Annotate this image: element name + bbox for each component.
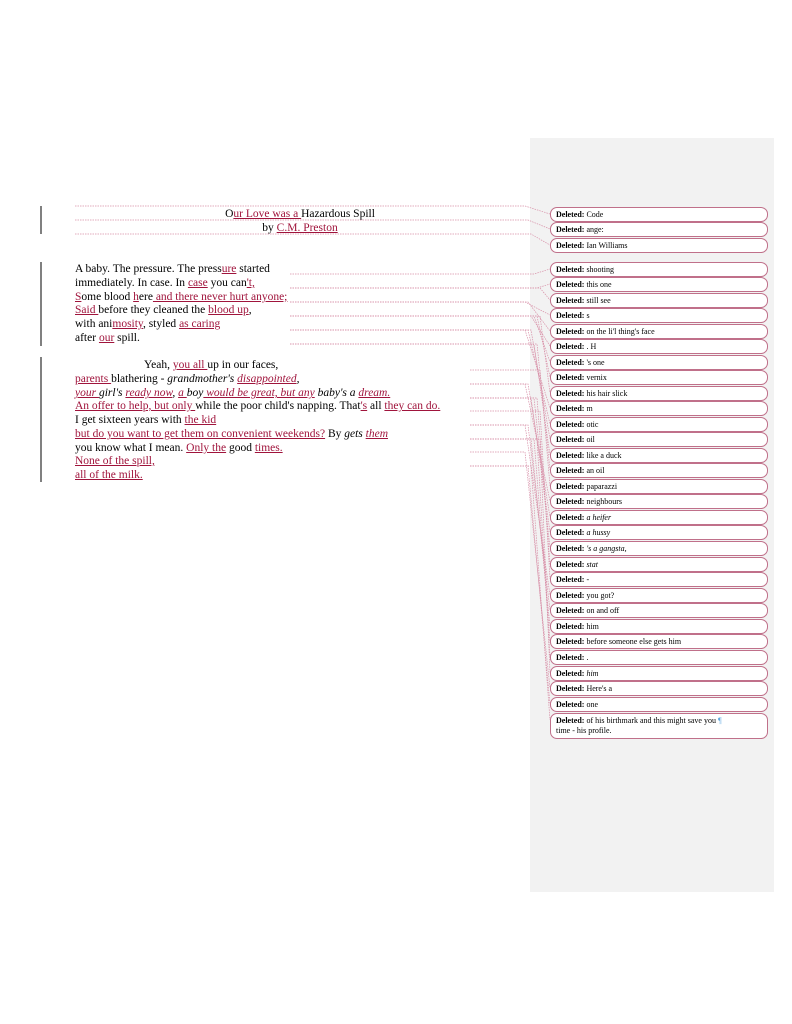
comment-balloon[interactable] bbox=[550, 713, 768, 739]
text-run: you know what I mean. bbox=[75, 442, 187, 454]
inserted-text: Love was a bbox=[243, 208, 302, 220]
comment-balloon[interactable] bbox=[550, 494, 768, 509]
connector-line bbox=[75, 234, 550, 245]
comment-label: Deleted: bbox=[556, 622, 585, 631]
poem-line[interactable] bbox=[75, 441, 283, 455]
comment-balloon[interactable] bbox=[550, 525, 768, 540]
poem-line[interactable] bbox=[75, 276, 255, 290]
comment-label: Deleted: bbox=[556, 389, 585, 398]
comment-text: of his birthmark and this might save you bbox=[586, 716, 716, 725]
inserted-text: blood up bbox=[208, 304, 249, 316]
inserted-text: the kid bbox=[184, 414, 217, 426]
comment-label: Deleted: bbox=[556, 342, 585, 351]
comment-balloon[interactable] bbox=[550, 222, 768, 237]
inserted-text: 's bbox=[360, 400, 368, 412]
connector-line bbox=[290, 316, 550, 377]
comment-label: Deleted: bbox=[556, 591, 585, 600]
comment-text: still see bbox=[586, 296, 611, 305]
change-bar bbox=[40, 262, 42, 346]
comment-label: Deleted: bbox=[556, 528, 585, 537]
comment-label: Deleted: bbox=[556, 653, 585, 662]
poem-line[interactable] bbox=[75, 290, 287, 304]
poem-line[interactable] bbox=[75, 468, 143, 482]
text-run: , styled bbox=[142, 318, 180, 330]
inserted-text: them bbox=[365, 428, 389, 440]
comment-balloon[interactable] bbox=[550, 417, 768, 432]
comment-text: before someone else gets him bbox=[586, 637, 682, 646]
inserted-text: dream. bbox=[358, 387, 391, 399]
text-run: with ani bbox=[75, 318, 113, 330]
comment-text: m bbox=[586, 404, 593, 413]
text-run: ome blood bbox=[81, 291, 134, 303]
comment-balloon[interactable] bbox=[550, 324, 768, 339]
comment-balloon[interactable] bbox=[550, 541, 768, 556]
comment-balloon[interactable] bbox=[550, 386, 768, 401]
comment-balloon[interactable] bbox=[550, 619, 768, 634]
comment-balloon[interactable] bbox=[550, 238, 768, 253]
comment-text: shooting bbox=[586, 265, 614, 274]
comment-label: Deleted: bbox=[556, 451, 585, 460]
change-bar bbox=[40, 357, 42, 482]
comment-label: Deleted: bbox=[556, 404, 585, 413]
comment-label: Deleted: bbox=[556, 575, 585, 584]
comment-label: Deleted: bbox=[556, 358, 585, 367]
inserted-text: None of the spill, bbox=[75, 455, 155, 467]
comment-balloon[interactable] bbox=[550, 432, 768, 447]
connector-line bbox=[290, 284, 550, 288]
comment-balloon[interactable] bbox=[550, 697, 768, 712]
poem-line[interactable] bbox=[75, 413, 216, 427]
comment-balloon[interactable] bbox=[550, 370, 768, 385]
inserted-text: your bbox=[75, 387, 99, 399]
connector-line bbox=[290, 316, 550, 362]
comment-label: Deleted: bbox=[556, 210, 585, 219]
comment-text: s bbox=[586, 311, 590, 320]
inserted-text: times. bbox=[254, 442, 283, 454]
comment-balloon[interactable] bbox=[550, 650, 768, 665]
text-run: immediately. In case. In bbox=[75, 277, 188, 289]
comment-balloon[interactable] bbox=[550, 510, 768, 525]
comment-text: on the li'l thing's face bbox=[586, 327, 655, 336]
comment-balloon[interactable] bbox=[550, 262, 768, 277]
comment-text: one bbox=[586, 700, 598, 709]
comment-balloon[interactable] bbox=[550, 277, 768, 292]
inserted-text: as caring bbox=[179, 318, 221, 330]
inserted-text: 't, bbox=[246, 277, 255, 289]
comment-label: Deleted: bbox=[556, 684, 585, 693]
comment-text: Here's a bbox=[586, 684, 613, 693]
text-run: A baby. The pressure. The press bbox=[75, 263, 222, 275]
comment-balloon[interactable] bbox=[550, 603, 768, 618]
poem-line[interactable] bbox=[75, 427, 388, 441]
inserted-text: all of the milk. bbox=[75, 469, 143, 481]
comment-text: paparazzi bbox=[586, 482, 618, 491]
comment-balloon[interactable] bbox=[550, 448, 768, 463]
comment-balloon[interactable] bbox=[550, 588, 768, 603]
text-run: , bbox=[248, 304, 252, 316]
comment-label: Deleted: bbox=[556, 265, 585, 274]
comment-balloon[interactable] bbox=[550, 479, 768, 494]
comment-text: you got? bbox=[586, 591, 615, 600]
inserted-text: Said bbox=[75, 304, 99, 316]
comment-text: - bbox=[586, 575, 590, 584]
comment-text: an oil bbox=[586, 466, 605, 475]
inserted-text: parents bbox=[75, 373, 112, 385]
comment-label: Deleted: bbox=[556, 296, 585, 305]
text-run: boy bbox=[186, 387, 204, 399]
comment-text: 's a gangsta, bbox=[586, 544, 627, 553]
paragraph-mark-icon: ¶ bbox=[715, 716, 722, 725]
comment-label: Deleted: bbox=[556, 466, 585, 475]
text-run: gets bbox=[344, 428, 366, 440]
comment-label: Deleted: bbox=[556, 544, 585, 553]
text-run: I get sixteen years bbox=[75, 414, 162, 426]
text-run: O bbox=[225, 208, 234, 220]
connector-line bbox=[290, 302, 550, 315]
comment-balloon[interactable] bbox=[550, 634, 768, 649]
poem-title[interactable] bbox=[75, 207, 525, 221]
inserted-text: ready now bbox=[125, 387, 173, 399]
text-run: by bbox=[262, 222, 277, 234]
text-run: ere bbox=[138, 291, 153, 303]
comment-text: ange: bbox=[586, 225, 604, 234]
inserted-text: they can do. bbox=[384, 400, 441, 412]
inserted-text: C.M. Preston bbox=[276, 222, 338, 234]
text-run: all bbox=[367, 400, 385, 412]
comment-balloon[interactable] bbox=[550, 572, 768, 587]
inserted-text: case bbox=[187, 277, 208, 289]
text-run: up in our faces, bbox=[207, 359, 279, 371]
comment-label: Deleted: bbox=[556, 606, 585, 615]
comment-text: a heifer bbox=[586, 513, 612, 522]
comment-text: this one bbox=[586, 280, 612, 289]
connector-line bbox=[290, 302, 550, 331]
text-run: with bbox=[161, 414, 185, 426]
comment-label: Deleted: bbox=[556, 311, 585, 320]
connector-line bbox=[290, 288, 550, 300]
connector-line bbox=[290, 269, 550, 274]
inserted-text: our bbox=[98, 332, 115, 344]
comment-text: on and off bbox=[586, 606, 620, 615]
text-run: girl's bbox=[98, 387, 126, 399]
poem-line[interactable] bbox=[75, 331, 140, 345]
comment-text: 's one bbox=[586, 358, 605, 367]
comment-label: Deleted: bbox=[556, 637, 585, 646]
poem-line[interactable] bbox=[75, 386, 390, 400]
connector-line bbox=[290, 316, 550, 346]
text-run: after bbox=[75, 332, 99, 344]
poem-line[interactable] bbox=[75, 317, 220, 331]
poem-byline[interactable] bbox=[75, 221, 525, 235]
comment-balloon[interactable] bbox=[550, 681, 768, 696]
comment-label: Deleted: bbox=[556, 560, 585, 569]
comment-text: a hussy bbox=[586, 528, 611, 537]
text-run: spill. bbox=[114, 332, 140, 344]
comment-balloon[interactable] bbox=[550, 207, 768, 222]
comment-label: Deleted: bbox=[556, 420, 585, 429]
comment-label: Deleted: bbox=[556, 497, 585, 506]
text-run: while the poor child's napping. That bbox=[195, 400, 361, 412]
inserted-text: disappointed bbox=[237, 373, 297, 385]
text-run: before they cleaned the bbox=[98, 304, 209, 316]
comment-text: Code bbox=[586, 210, 604, 219]
connector-line bbox=[290, 316, 550, 393]
comment-balloon[interactable] bbox=[550, 666, 768, 681]
inserted-text: ur bbox=[233, 208, 243, 220]
comment-label: Deleted: bbox=[556, 716, 585, 725]
comment-text: him bbox=[586, 669, 599, 678]
inserted-text: S bbox=[75, 291, 82, 303]
inserted-text: mosity bbox=[112, 318, 143, 330]
poem-line[interactable] bbox=[75, 262, 270, 276]
text-run: By bbox=[325, 428, 345, 440]
comment-balloon[interactable] bbox=[550, 293, 768, 308]
text-run: blathering - bbox=[111, 373, 168, 385]
poem-line[interactable] bbox=[75, 303, 252, 317]
comment-text: oil bbox=[586, 435, 595, 444]
comment-text: . bbox=[586, 653, 589, 662]
inserted-text: would be great, but any bbox=[203, 387, 315, 399]
comment-text: him bbox=[586, 622, 599, 631]
comment-label: Deleted: bbox=[556, 435, 585, 444]
comment-balloon[interactable] bbox=[550, 355, 768, 370]
text-run: Hazardous Spill bbox=[301, 208, 375, 220]
comment-text: neighbours bbox=[586, 497, 622, 506]
poem-line[interactable] bbox=[144, 358, 278, 372]
comment-balloon[interactable] bbox=[550, 339, 768, 354]
inserted-text: ure bbox=[221, 263, 237, 275]
inserted-text: h bbox=[133, 291, 139, 303]
comment-balloon[interactable] bbox=[550, 308, 768, 323]
comment-label: Deleted: bbox=[556, 513, 585, 522]
comment-text: Ian Williams bbox=[586, 241, 628, 250]
comment-label: Deleted: bbox=[556, 280, 585, 289]
inserted-text: you all bbox=[172, 359, 208, 371]
comment-text: like a duck bbox=[586, 451, 622, 460]
inserted-text: a bbox=[178, 387, 187, 399]
poem-line[interactable] bbox=[75, 372, 299, 386]
comment-text: his hair slick bbox=[586, 389, 628, 398]
inserted-text: An offer to help, but only bbox=[75, 400, 196, 412]
inserted-text: but do you want to get them on convenient weekends? bbox=[75, 428, 326, 440]
text-run: started bbox=[236, 263, 270, 275]
comment-label: Deleted: bbox=[556, 669, 585, 678]
text-run: Yeah, bbox=[144, 359, 173, 371]
connector-line bbox=[290, 330, 550, 439]
text-run: , bbox=[172, 387, 179, 399]
comment-text: otic bbox=[586, 420, 599, 429]
comment-balloon[interactable] bbox=[550, 463, 768, 478]
text-run: you can bbox=[207, 277, 247, 289]
comment-label: Deleted: bbox=[556, 327, 585, 336]
comment-label: Deleted: bbox=[556, 373, 585, 382]
comment-balloon[interactable] bbox=[550, 557, 768, 572]
comment-label: Deleted: bbox=[556, 700, 585, 709]
text-run: , bbox=[296, 373, 300, 385]
comment-balloon[interactable] bbox=[550, 401, 768, 416]
poem-line[interactable] bbox=[75, 399, 440, 413]
comment-label: Deleted: bbox=[556, 241, 585, 250]
comment-text: vernix bbox=[586, 373, 607, 382]
text-run: grandmother's bbox=[167, 373, 238, 385]
inserted-text: and there never hurt anyone; bbox=[152, 291, 288, 303]
text-run: baby's a bbox=[314, 387, 359, 399]
text-run: good bbox=[226, 442, 255, 454]
comment-text-continued: time - his profile. bbox=[556, 726, 612, 735]
comment-label: Deleted: bbox=[556, 225, 585, 234]
comment-text: stat bbox=[586, 560, 598, 569]
inserted-text: Only the bbox=[186, 442, 227, 454]
comment-label: Deleted: bbox=[556, 482, 585, 491]
comment-text: . H bbox=[586, 342, 597, 351]
poem-line[interactable] bbox=[75, 454, 155, 468]
change-bar bbox=[40, 206, 42, 234]
